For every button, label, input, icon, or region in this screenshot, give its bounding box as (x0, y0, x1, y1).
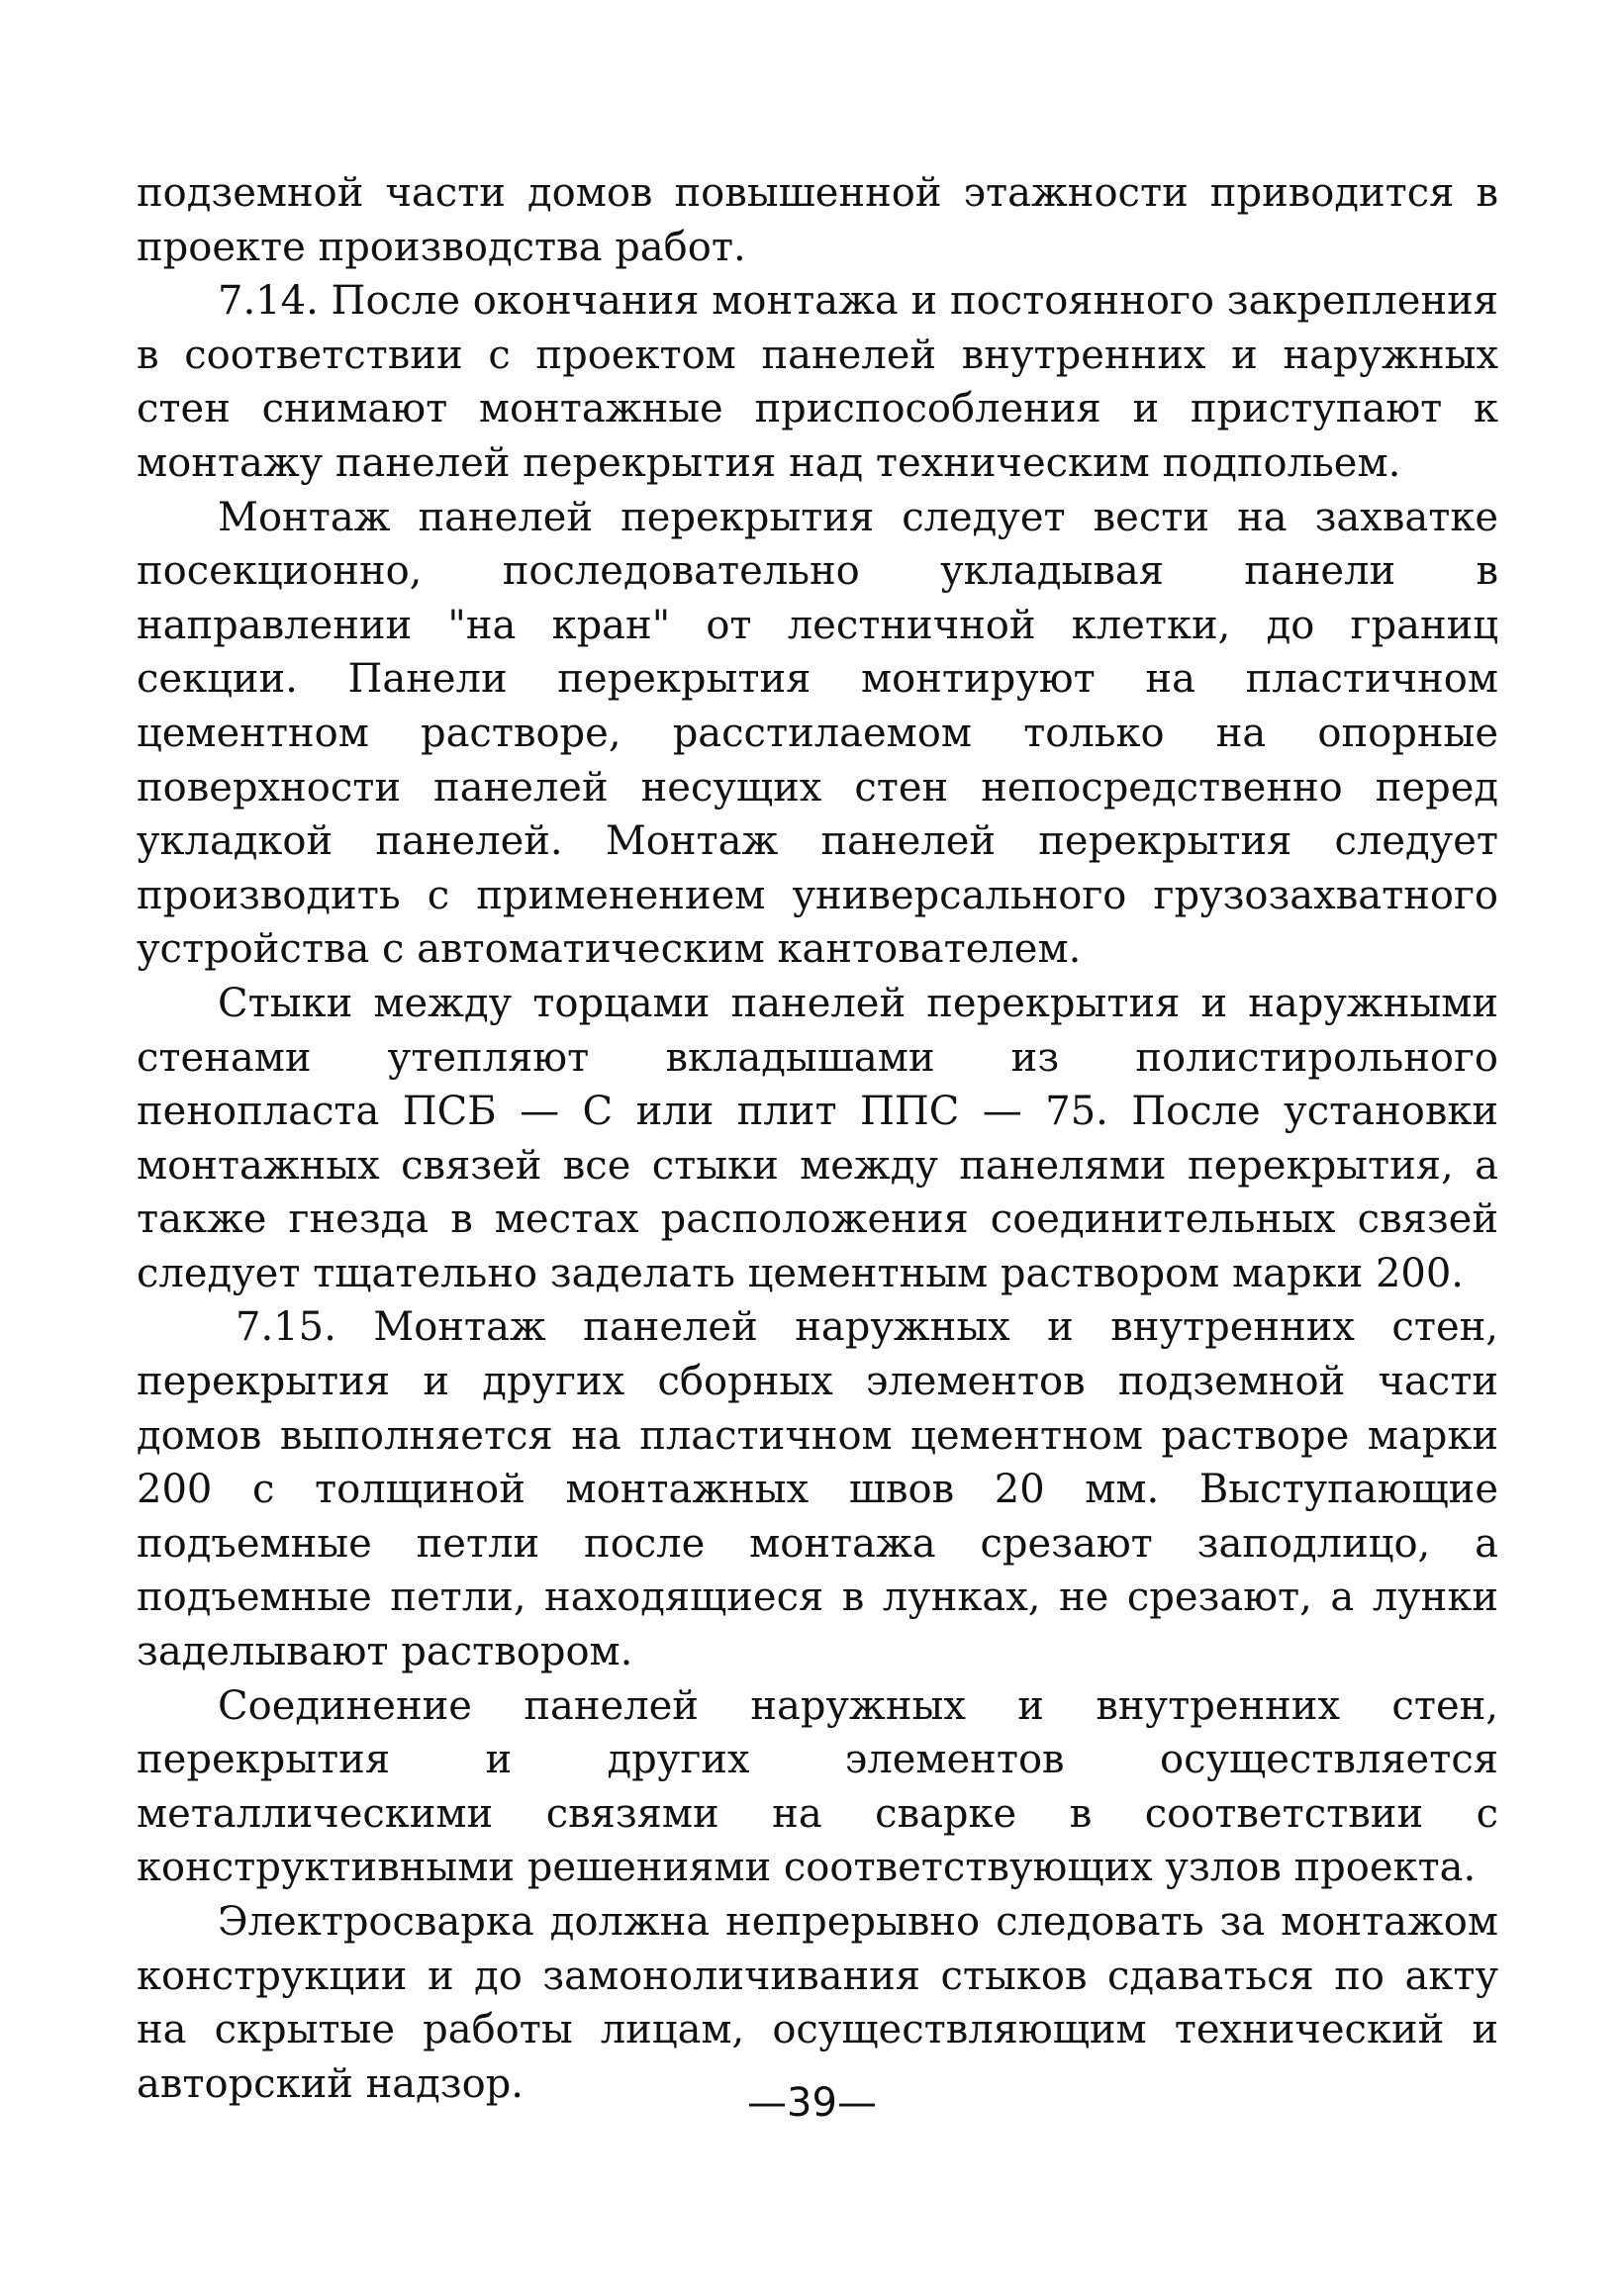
paragraph-panel-connections: Соединение панелей наружных и внутренних стен, перекрытия и других элементов осуществляется металлическими связями на сварке в соответствии с конструктивными решениями соответствующих узлов проекта. (137, 1682, 1498, 1891)
paragraph-7-15: 7.15. Монтаж панелей наружных и внутренних стен, перекрытия и других сборных элементов подземной части домов выполняется на пластичном цементном растворе марки 200 с толщиной монтажных швов 20 мм. Выступающие подъемные петли после монтажа срезают заподлицо, а подъемные петли, находящиеся в лунках, не срезают, а лунки заделывают раствором. (137, 1304, 1498, 1675)
document-page (137, 166, 1498, 2111)
paragraph-floor-panels-installation: Монтаж панелей перекрытия следует вести на захватке посекционно, последовательно укладывая панели в направлении "на кран" от лестничной клетки, до границ секции. Панели перекрытия монтируют на пластичном цементном растворе, расстилаемом только на опорные поверхности панелей несущих стен непосредственно перед укладкой панелей. Монтаж панелей перекрытия следует производить с применением универсального грузозахватного устройства с автоматическим кантователем. (137, 494, 1498, 973)
paragraph-continuation: подземной части домов повышенной этажности приводится в проекте производства работ. (137, 170, 1498, 270)
paragraph-joint-insulation: Стыки между торцами панелей перекрытия и наружными стенами утепляют вкладышами из полистирольного пенопласта ПСБ — С или плит ППС — 75. После установки монтажных связей все стыки между панелями перекрытия, а также гнезда в местах расположения соединительных связей следует тщательно заделать цементным раствором марки 200. (137, 980, 1498, 1296)
paragraph-electric-welding: Электросварка должна непрерывно следовать за монтажом конструкции и до замоноличивания стыков сдаваться по акту на скрытые работы лицам, осуществляющим технический и авторский надзор. (137, 1899, 1498, 2107)
paragraph-7-14: 7.14. После окончания монтажа и постоянного закрепления в соответствии с проектом панелей внутренних и наружных стен снимают монтажные приспособления и приступают к монтажу панелей перекрытия над техническим подпольем. (137, 278, 1498, 486)
page-number: —39— (747, 2080, 877, 2126)
